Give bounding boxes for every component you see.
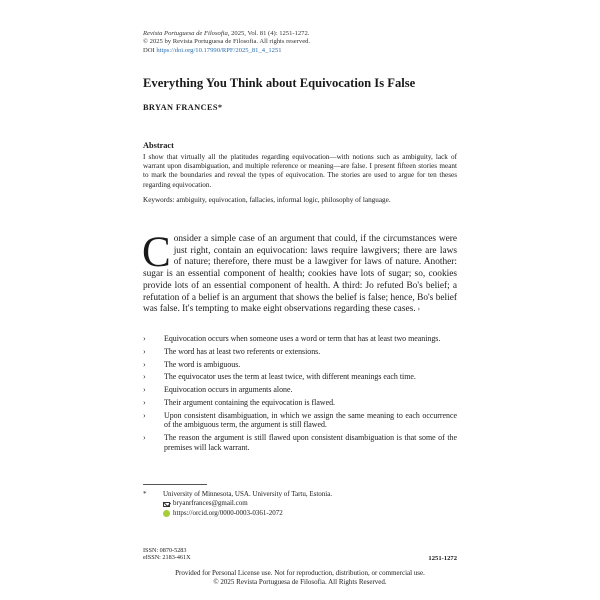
citation-details: , 2025, Vol. 81 (4): 1251-1272.: [227, 30, 310, 37]
bullet-icon: ›: [143, 410, 146, 420]
abstract-text: I show that virtually all the platitudes regarding equivocation—with notions such as ambiguity, lack of warrant upon disambiguation, and multiple reference or meaning—are false. I present fifteen stories meant to mark the boundaries and reveal the types of equivocation. The stories are used to argue for ten theses regarding equivocation.: [143, 153, 457, 189]
bullet-icon: ›: [143, 433, 146, 443]
article-title: Everything You Think about Equivocation Is False: [143, 76, 416, 90]
orcid-icon: [163, 510, 170, 517]
list-item: [143, 433, 457, 452]
issn-print: ISSN: 0870-5283: [143, 547, 187, 554]
doi-line: [143, 47, 463, 55]
license-notice: [100, 569, 500, 587]
body-paragraph-text: onsider a simple case of an argument that could, if the circumstances were just right, contain an equivocation: laws require lawgivers; there are laws of nature; therefore, there must be a lawgiver for laws of nature. Another: sugar is an essential component of health; cookies have lots of sugar; so, cookies provide lots of an essential component of health. A third: Jo refuted Bo's belief; a refutation of a belief is an argument that shows the belief is false; hence, Bo's belief was false. It's tempting to make eight observations regarding these cases.: [143, 234, 457, 315]
bullet-icon: ›: [143, 385, 146, 395]
drop-cap: C: [142, 229, 171, 276]
list-item: [143, 372, 457, 382]
list-item-text: Equivocation occurs when someone uses a word or term that has at least two meanings.: [164, 334, 441, 343]
list-item: [143, 360, 457, 370]
citation-line: [143, 30, 463, 38]
bullet-icon: ›: [143, 372, 146, 382]
orcid-link[interactable]: https://orcid.org/0000-0003-0361-2072: [173, 508, 283, 517]
issn-electronic: eISSN: 2183-461X: [143, 554, 191, 562]
footnote-mark: *: [143, 490, 147, 498]
doi-link[interactable]: https://doi.org/10.17990/RPF/2025_81_4_1251: [156, 46, 282, 54]
bullet-icon: ›: [143, 397, 146, 407]
bullet-icon: ›: [143, 334, 146, 343]
author-email[interactable]: bryanrfrances@gmail.com: [173, 499, 248, 508]
doi-label: DOI: [143, 46, 157, 54]
list-item-text: The word is ambiguous.: [164, 359, 241, 369]
list-item-text: The word has at least two referents or extensions.: [164, 346, 321, 356]
list-item-text: The reason the argument is still flawed upon consistent disambiguation is that some of the premises will lack warrant.: [164, 433, 457, 452]
body-paragraph: [142, 229, 457, 316]
list-item: [143, 347, 457, 357]
license-line-2: © 2025 Revista Portuguesa de Filosofia. All Rights Reserved.: [213, 578, 387, 586]
list-item: [143, 411, 457, 430]
author-footnote: [143, 490, 443, 518]
envelope-icon: [163, 502, 170, 507]
list-item-text: Their argument containing the equivocation is flawed.: [164, 397, 335, 407]
list-item-text: Upon consistent disambiguation, in which we assign the same meaning to each occurrence of the ambiguous term, the argument is still flawed.: [164, 410, 457, 430]
orcid-line: [163, 509, 443, 518]
author-affiliation: University of Minnesota, USA. University of Tartu, Estonia.: [163, 490, 333, 498]
page-range: 1251-1272: [428, 555, 457, 562]
journal-header: [143, 30, 463, 55]
bullet-icon: ›: [143, 359, 146, 369]
list-item-text: Equivocation occurs in arguments alone.: [164, 385, 293, 395]
list-item: [143, 398, 457, 408]
paragraph-end-mark: ›: [417, 305, 420, 314]
footnote-body: [143, 490, 443, 518]
email-line: [163, 499, 443, 508]
list-item: [143, 334, 457, 344]
journal-name: Revista Portuguesa de Filosofia: [143, 30, 228, 37]
footnote-divider: [143, 484, 207, 485]
observations-list: [143, 334, 457, 455]
issn-block: [143, 547, 191, 562]
copyright-line: © 2025 by Revista Portuguesa de Filosofia. All rights reserved.: [143, 38, 311, 46]
license-line-1: Provided for Personal License use. Not for reproduction, distribution, or commercial use.: [175, 569, 425, 577]
list-item: [143, 385, 457, 395]
author-name: BRYAN FRANCES*: [143, 103, 223, 112]
list-item-text: The equivocator uses the term at least twice, with different meanings each time.: [164, 372, 416, 382]
keywords: Keywords: ambiguity, equivocation, fallacies, informal logic, philosophy of language.: [143, 196, 391, 204]
abstract-heading: Abstract: [143, 141, 174, 150]
bullet-icon: ›: [143, 346, 146, 356]
